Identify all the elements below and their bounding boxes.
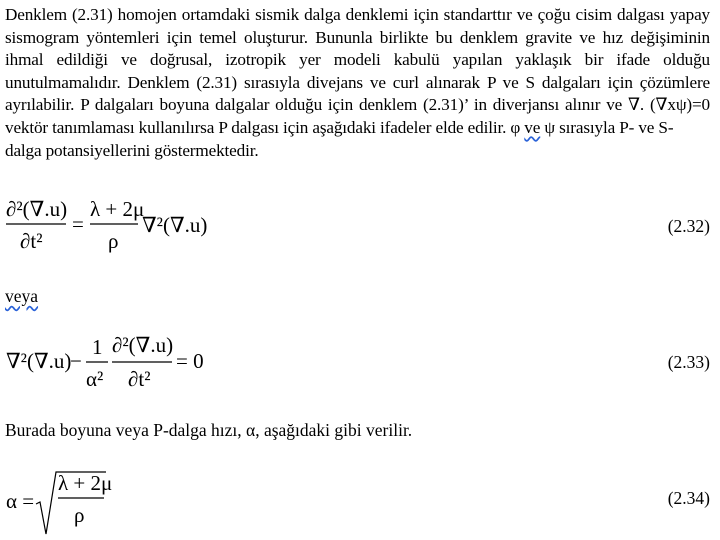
eq1-rhs: ∇²(∇.u) (142, 213, 208, 237)
eq2-minus: − (70, 349, 82, 373)
paragraph-line-1: Denklem (2.31) homojen ortamdaki sismik dalga denklemi için standarttır ve çoğu cisim dalgası yapay (5, 5, 710, 24)
eq2-lhs: ∇²(∇.u) (6, 349, 72, 373)
paragraph-line-6 (5, 117, 710, 140)
eq2-rhs: = 0 (176, 349, 204, 373)
eq1-coef-denominator: ρ (108, 229, 119, 253)
paragraph-line-5: ayrılabilir. P dalgaları boyuna dalgalar olduğu için denklem (2.31)’ in diverjansı alınır ve ∇. (∇xψ)=0 (5, 95, 710, 115)
equation-2-32 (0, 196, 720, 266)
paragraph-line-4: unutulmamalıdır. Denklem (2.31) sırasıyla divejans ve curl alınarak P ve S dalgaları için çözümlere (5, 72, 710, 92)
equation-number-2-32: (2.32) (667, 216, 710, 236)
equation-2-33 (0, 330, 720, 400)
eq2-alpha-squared: α² (86, 367, 104, 391)
equation-2-34-svg (0, 470, 720, 540)
paragraph-line-3: ihmal edildiği ve doğrusal, izotropik yer modeli kabulü yapılan yaklaşık bir ifade olduğu (5, 50, 710, 70)
equation-2-34 (0, 470, 720, 540)
equation-2-32-svg (0, 196, 720, 266)
eq3-numerator: λ + 2μ (58, 471, 113, 495)
eq2-one: 1 (92, 335, 103, 359)
eq3-denominator: ρ (74, 503, 85, 527)
paragraph-line-2: sismogram yöntemleri için temel oluşturur. Bununla birlikte bu denklem gravite ve hız değişiminin (5, 27, 710, 47)
equation-number-2-33: (2.33) (667, 352, 710, 372)
velocity-sentence: Burada boyuna veya P-dalga hızı, α, aşağıdaki gibi verilir. (5, 420, 413, 440)
paragraph-line-6-end: ψ sırasıyla P- ve S- (540, 117, 674, 137)
body-paragraph (5, 4, 710, 162)
eq2-derivative-numerator: ∂²(∇.u) (112, 333, 174, 357)
eq1-coef-numerator: λ + 2μ (90, 197, 145, 221)
paragraph-line-6-start: vektör tanımlaması kullanılırsa P dalgası için aşağıdaki ifadeler elde edilir. φ (5, 117, 521, 137)
eq1-equals: = (72, 212, 84, 236)
eq3-lhs: α = (6, 489, 35, 513)
eq1-lhs-numerator: ∂²(∇.u) (6, 197, 68, 221)
connector-word[interactable]: veya (5, 286, 39, 306)
equation-number-2-34: (2.34) (667, 488, 710, 508)
paragraph-line-7: dalga potansiyellerini göstermektedir. (5, 140, 259, 160)
eq1-lhs-denominator: ∂t² (20, 229, 43, 253)
equation-2-33-svg (0, 330, 720, 400)
eq2-derivative-denominator: ∂t² (128, 367, 151, 391)
spellcheck-word[interactable]: ve (524, 117, 541, 137)
